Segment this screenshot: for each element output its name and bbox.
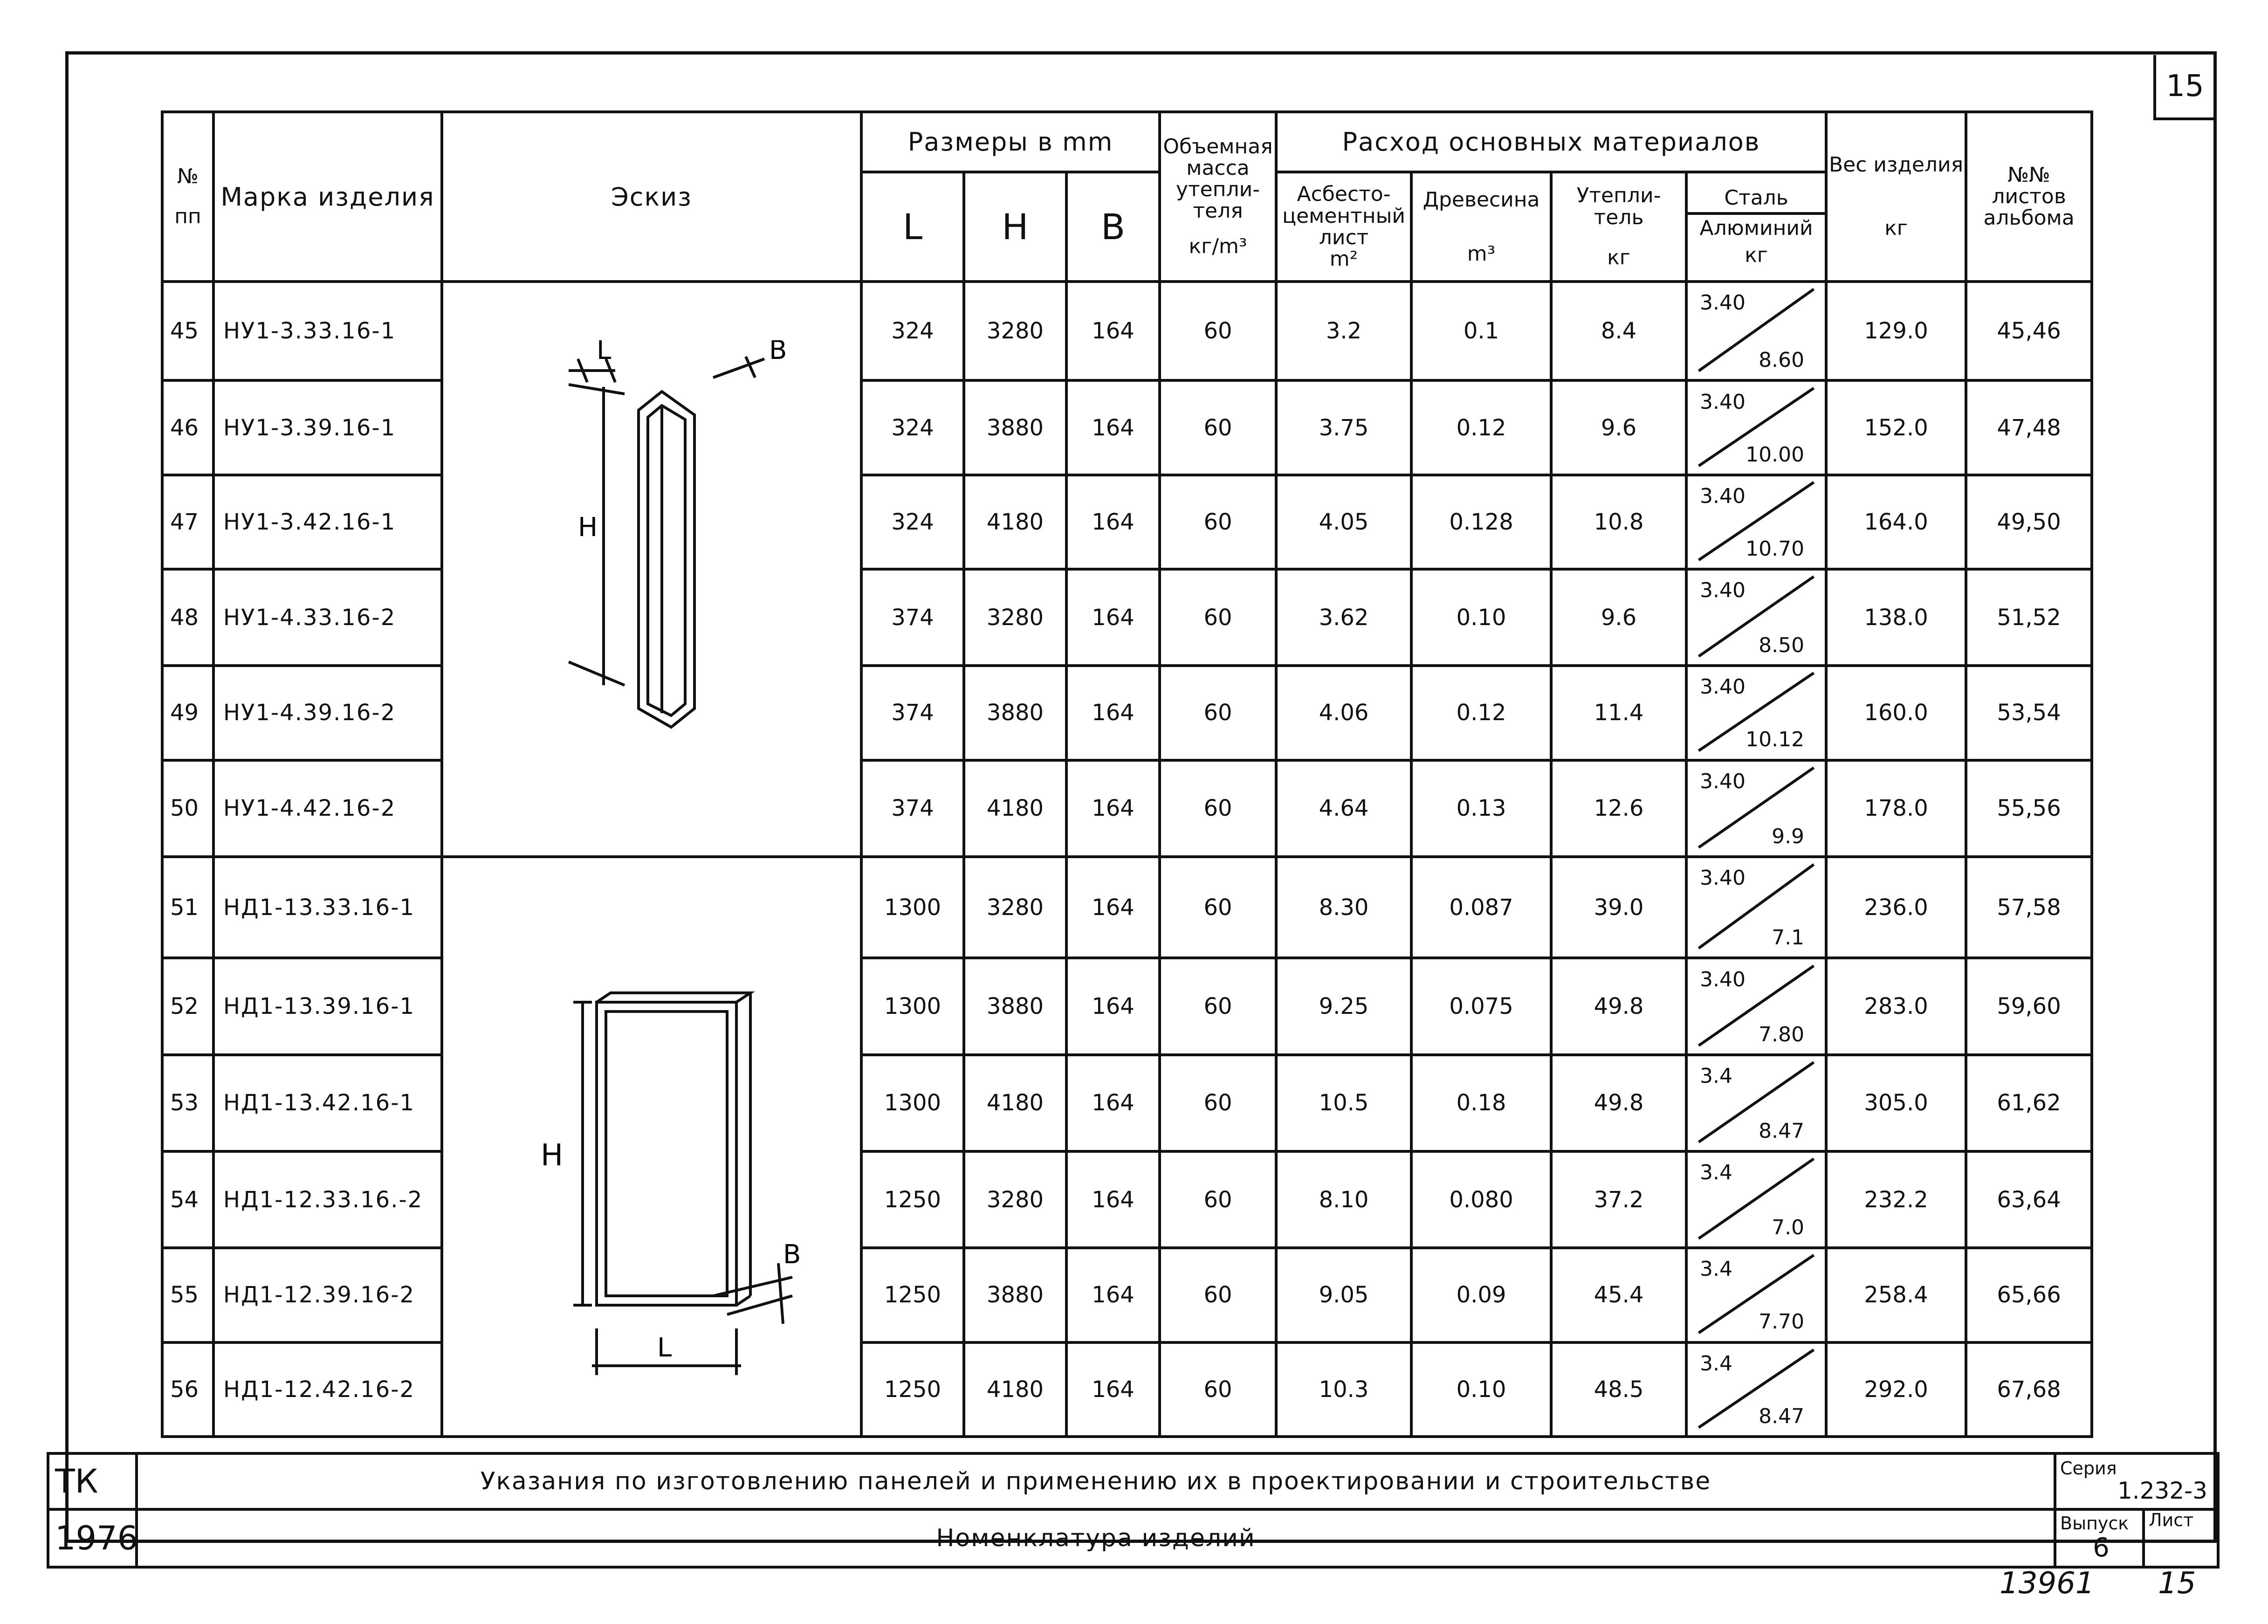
header-sizes: Размеры в mm bbox=[861, 112, 1160, 172]
steel-aluminum-cell bbox=[1686, 282, 1826, 380]
insulation-density: 60 bbox=[1160, 958, 1276, 1054]
product-weight: 164.0 bbox=[1826, 475, 1966, 569]
aluminum-mass: 8.50 bbox=[1759, 633, 1805, 658]
wood-volume: 0.075 bbox=[1411, 958, 1551, 1054]
size-L: 1250 bbox=[861, 1151, 964, 1248]
wood-volume: 0.128 bbox=[1411, 475, 1551, 569]
wood-volume: 0.13 bbox=[1411, 760, 1551, 857]
aluminum-mass: 10.00 bbox=[1746, 442, 1805, 467]
row-number: 53 bbox=[162, 1055, 213, 1151]
insulation-mass: 37.2 bbox=[1551, 1151, 1686, 1248]
wood-volume: 0.1 bbox=[1411, 282, 1551, 380]
insulation-density: 60 bbox=[1160, 857, 1276, 958]
size-L: 374 bbox=[861, 666, 964, 760]
insulation-mass: 9.6 bbox=[1551, 380, 1686, 475]
size-B: 164 bbox=[1066, 857, 1160, 958]
wood-volume: 0.12 bbox=[1411, 666, 1551, 760]
asbestos-sheet: 8.30 bbox=[1276, 857, 1411, 958]
size-L: 374 bbox=[861, 569, 964, 666]
asbestos-sheet: 10.5 bbox=[1276, 1055, 1411, 1151]
corner-sketch-L-label: L bbox=[597, 340, 612, 365]
steel-mass: 3.4 bbox=[1700, 1161, 1733, 1185]
insulation-density: 60 bbox=[1160, 1248, 1276, 1342]
size-B: 164 bbox=[1066, 475, 1160, 569]
steel-mass: 3.4 bbox=[1700, 1064, 1733, 1088]
album-sheets: 63,64 bbox=[1966, 1151, 2092, 1248]
header-sketch: Эскиз bbox=[442, 112, 861, 282]
steel-aluminum-cell bbox=[1686, 475, 1826, 569]
header-L: L bbox=[861, 172, 964, 282]
product-mark: НУ1-3.39.16-1 bbox=[213, 380, 442, 475]
size-B: 164 bbox=[1066, 1151, 1160, 1248]
aluminum-mass: 7.1 bbox=[1772, 926, 1805, 950]
product-mark: НД1-12.42.16-2 bbox=[213, 1342, 442, 1437]
aluminum-mass: 9.9 bbox=[1772, 824, 1805, 848]
size-B: 164 bbox=[1066, 380, 1160, 475]
row-number: 56 bbox=[162, 1342, 213, 1437]
steel-mass: 3.40 bbox=[1700, 390, 1746, 414]
steel-mass: 3.40 bbox=[1700, 967, 1746, 991]
row-number: 54 bbox=[162, 1151, 213, 1248]
header-mark: Марка изделия bbox=[213, 112, 442, 282]
size-H: 4180 bbox=[964, 1342, 1066, 1437]
steel-mass: 3.40 bbox=[1700, 578, 1746, 603]
insulation-density: 60 bbox=[1160, 569, 1276, 666]
insulation-mass: 8.4 bbox=[1551, 282, 1686, 380]
size-L: 324 bbox=[861, 380, 964, 475]
insulation-mass: 10.8 bbox=[1551, 475, 1686, 569]
product-mark: НУ1-4.33.16-2 bbox=[213, 569, 442, 666]
inventory-number: 13961 bbox=[2000, 1566, 2095, 1601]
row-number: 55 bbox=[162, 1248, 213, 1342]
album-sheets: 59,60 bbox=[1966, 958, 2092, 1054]
insulation-mass: 49.8 bbox=[1551, 1055, 1686, 1151]
product-mark: НУ1-4.42.16-2 bbox=[213, 760, 442, 857]
product-mark: НД1-13.39.16-1 bbox=[213, 958, 442, 1054]
aluminum-mass: 10.12 bbox=[1746, 728, 1805, 752]
insulation-density: 60 bbox=[1160, 1342, 1276, 1437]
aluminum-mass: 8.47 bbox=[1759, 1119, 1805, 1143]
insulation-mass: 48.5 bbox=[1551, 1342, 1686, 1437]
stamp-code: ТК bbox=[48, 1453, 137, 1509]
aluminum-mass: 7.80 bbox=[1759, 1022, 1805, 1046]
size-H: 3880 bbox=[964, 666, 1066, 760]
steel-aluminum-cell bbox=[1686, 958, 1826, 1054]
product-weight: 236.0 bbox=[1826, 857, 1966, 958]
wood-volume: 0.10 bbox=[1411, 1342, 1551, 1437]
product-weight: 152.0 bbox=[1826, 380, 1966, 475]
product-mark: НД1-13.42.16-1 bbox=[213, 1055, 442, 1151]
product-mark: НД1-13.33.16-1 bbox=[213, 857, 442, 958]
size-L: 1250 bbox=[861, 1342, 964, 1437]
stamp-series: Серия 1.232-3 bbox=[2055, 1453, 2218, 1509]
steel-aluminum-cell bbox=[1686, 569, 1826, 666]
size-H: 3280 bbox=[964, 282, 1066, 380]
product-mark: НУ1-4.39.16-2 bbox=[213, 666, 442, 760]
asbestos-sheet: 3.62 bbox=[1276, 569, 1411, 666]
album-sheets: 49,50 bbox=[1966, 475, 2092, 569]
corner-panel-sketch bbox=[550, 340, 830, 746]
size-B: 164 bbox=[1066, 666, 1160, 760]
row-number: 47 bbox=[162, 475, 213, 569]
asbestos-sheet: 9.05 bbox=[1276, 1248, 1411, 1342]
insulation-mass: 39.0 bbox=[1551, 857, 1686, 958]
steel-mass: 3.40 bbox=[1700, 675, 1746, 699]
stamp-year: 1976 bbox=[48, 1509, 137, 1567]
insulation-density: 60 bbox=[1160, 666, 1276, 760]
asbestos-sheet: 4.05 bbox=[1276, 475, 1411, 569]
insulation-density: 60 bbox=[1160, 1055, 1276, 1151]
size-L: 1300 bbox=[861, 958, 964, 1054]
size-L: 1250 bbox=[861, 1248, 964, 1342]
wood-volume: 0.10 bbox=[1411, 569, 1551, 666]
title-block bbox=[47, 1452, 2220, 1569]
wood-volume: 0.18 bbox=[1411, 1055, 1551, 1151]
size-L: 324 bbox=[861, 475, 964, 569]
header-asbestos: Асбесто-цементный лист m² bbox=[1276, 172, 1411, 282]
stamp-title: Указания по изготовлению панелей и применению их в проектировании и строительстве bbox=[137, 1453, 2055, 1509]
steel-aluminum-cell bbox=[1686, 760, 1826, 857]
wood-volume: 0.12 bbox=[1411, 380, 1551, 475]
header-materials: Расход основных материалов bbox=[1276, 112, 1826, 172]
header-B: B bbox=[1066, 172, 1160, 282]
header-H: H bbox=[964, 172, 1066, 282]
corner-sketch-B-label: B bbox=[769, 340, 787, 365]
corner-sketch-H-label: H bbox=[578, 512, 598, 543]
steel-aluminum-cell bbox=[1686, 380, 1826, 475]
insulation-density: 60 bbox=[1160, 1151, 1276, 1248]
steel-mass: 3.40 bbox=[1700, 291, 1746, 315]
size-H: 4180 bbox=[964, 760, 1066, 857]
product-weight: 178.0 bbox=[1826, 760, 1966, 857]
table-row bbox=[162, 282, 2092, 380]
size-L: 324 bbox=[861, 282, 964, 380]
album-sheets: 55,56 bbox=[1966, 760, 2092, 857]
row-number: 52 bbox=[162, 958, 213, 1054]
steel-mass: 3.4 bbox=[1700, 1257, 1733, 1281]
size-B: 164 bbox=[1066, 569, 1160, 666]
product-weight: 129.0 bbox=[1826, 282, 1966, 380]
insulation-mass: 9.6 bbox=[1551, 569, 1686, 666]
row-number: 48 bbox=[162, 569, 213, 666]
size-L: 1300 bbox=[861, 857, 964, 958]
asbestos-sheet: 8.10 bbox=[1276, 1151, 1411, 1248]
steel-mass: 3.40 bbox=[1700, 484, 1746, 508]
product-weight: 305.0 bbox=[1826, 1055, 1966, 1151]
row-number: 51 bbox=[162, 857, 213, 958]
size-H: 3880 bbox=[964, 1248, 1066, 1342]
steel-aluminum-cell bbox=[1686, 857, 1826, 958]
product-weight: 138.0 bbox=[1826, 569, 1966, 666]
footer-page-number: 15 bbox=[2158, 1566, 2196, 1601]
page-number: 15 bbox=[2153, 55, 2214, 120]
aluminum-mass: 10.70 bbox=[1746, 537, 1805, 561]
row-number: 45 bbox=[162, 282, 213, 380]
product-mark: НУ1-3.33.16-1 bbox=[213, 282, 442, 380]
size-L: 374 bbox=[861, 760, 964, 857]
header-steel: Сталь Алюминий кг bbox=[1686, 172, 1826, 282]
table-row bbox=[162, 857, 2092, 958]
album-sheets: 65,66 bbox=[1966, 1248, 2092, 1342]
product-weight: 160.0 bbox=[1826, 666, 1966, 760]
wood-volume: 0.087 bbox=[1411, 857, 1551, 958]
aluminum-mass: 8.60 bbox=[1759, 348, 1805, 372]
album-sheets: 53,54 bbox=[1966, 666, 2092, 760]
asbestos-sheet: 4.06 bbox=[1276, 666, 1411, 760]
asbestos-sheet: 10.3 bbox=[1276, 1342, 1411, 1437]
product-weight: 292.0 bbox=[1826, 1342, 1966, 1437]
insulation-mass: 49.8 bbox=[1551, 958, 1686, 1054]
asbestos-sheet: 9.25 bbox=[1276, 958, 1411, 1054]
row-number: 46 bbox=[162, 380, 213, 475]
aluminum-mass: 7.70 bbox=[1759, 1310, 1805, 1334]
album-sheets: 51,52 bbox=[1966, 569, 2092, 666]
steel-mass: 3.40 bbox=[1700, 866, 1746, 890]
header-album: №№ листов альбома bbox=[1966, 112, 2092, 282]
product-weight: 232.2 bbox=[1826, 1151, 1966, 1248]
insulation-mass: 11.4 bbox=[1551, 666, 1686, 760]
product-mark: НД1-12.33.16.-2 bbox=[213, 1151, 442, 1248]
size-H: 3280 bbox=[964, 857, 1066, 958]
product-weight: 283.0 bbox=[1826, 958, 1966, 1054]
insulation-mass: 45.4 bbox=[1551, 1248, 1686, 1342]
panel-sketch-H-label: H bbox=[541, 1138, 564, 1173]
insulation-mass: 12.6 bbox=[1551, 760, 1686, 857]
steel-aluminum-cell bbox=[1686, 1248, 1826, 1342]
size-H: 3280 bbox=[964, 1151, 1066, 1248]
product-weight: 258.4 bbox=[1826, 1248, 1966, 1342]
stamp-issue: Выпуск 6 bbox=[2055, 1509, 2144, 1567]
nomenclature-table bbox=[161, 110, 2093, 1438]
wood-volume: 0.080 bbox=[1411, 1151, 1551, 1248]
size-H: 3880 bbox=[964, 958, 1066, 1054]
product-mark: НУ1-3.42.16-1 bbox=[213, 475, 442, 569]
steel-mass: 3.40 bbox=[1700, 769, 1746, 793]
album-sheets: 67,68 bbox=[1966, 1342, 2092, 1437]
steel-aluminum-cell bbox=[1686, 666, 1826, 760]
product-mark: НД1-12.39.16-2 bbox=[213, 1248, 442, 1342]
album-sheets: 61,62 bbox=[1966, 1055, 2092, 1151]
size-B: 164 bbox=[1066, 1248, 1160, 1342]
wall-panel-sketch bbox=[513, 970, 839, 1389]
stamp-sheet: Лист bbox=[2144, 1509, 2218, 1567]
steel-aluminum-cell bbox=[1686, 1342, 1826, 1437]
aluminum-mass: 8.47 bbox=[1759, 1404, 1805, 1428]
size-H: 3880 bbox=[964, 380, 1066, 475]
size-B: 164 bbox=[1066, 1342, 1160, 1437]
album-sheets: 45,46 bbox=[1966, 282, 2092, 380]
wood-volume: 0.09 bbox=[1411, 1248, 1551, 1342]
steel-aluminum-cell bbox=[1686, 1055, 1826, 1151]
size-H: 4180 bbox=[964, 1055, 1066, 1151]
size-H: 3280 bbox=[964, 569, 1066, 666]
asbestos-sheet: 3.2 bbox=[1276, 282, 1411, 380]
row-number: 49 bbox=[162, 666, 213, 760]
insulation-density: 60 bbox=[1160, 380, 1276, 475]
album-sheets: 57,58 bbox=[1966, 857, 2092, 958]
insulation-density: 60 bbox=[1160, 760, 1276, 857]
panel-sketch-B-label: B bbox=[783, 1239, 801, 1270]
size-B: 164 bbox=[1066, 282, 1160, 380]
size-B: 164 bbox=[1066, 760, 1160, 857]
panel-sketch-L-label: L bbox=[657, 1333, 672, 1363]
asbestos-sheet: 4.64 bbox=[1276, 760, 1411, 857]
stamp-subtitle: Номенклатура изделий bbox=[137, 1509, 2055, 1567]
size-L: 1300 bbox=[861, 1055, 964, 1151]
insulation-density: 60 bbox=[1160, 475, 1276, 569]
insulation-density: 60 bbox=[1160, 282, 1276, 380]
steel-mass: 3.4 bbox=[1700, 1351, 1733, 1376]
size-B: 164 bbox=[1066, 958, 1160, 1054]
size-H: 4180 bbox=[964, 475, 1066, 569]
size-B: 164 bbox=[1066, 1055, 1160, 1151]
aluminum-mass: 7.0 bbox=[1772, 1216, 1805, 1240]
header-weight: Вес изделия кг bbox=[1826, 112, 1966, 282]
header-density: Объемная масса утепли-теля кг/m³ bbox=[1160, 112, 1276, 282]
asbestos-sheet: 3.75 bbox=[1276, 380, 1411, 475]
album-sheets: 47,48 bbox=[1966, 380, 2092, 475]
row-number: 50 bbox=[162, 760, 213, 857]
header-no: № пп bbox=[162, 112, 213, 282]
header-insulation: Утепли-тель кг bbox=[1551, 172, 1686, 282]
steel-aluminum-cell bbox=[1686, 1151, 1826, 1248]
header-wood: Древесина m³ bbox=[1411, 172, 1551, 282]
